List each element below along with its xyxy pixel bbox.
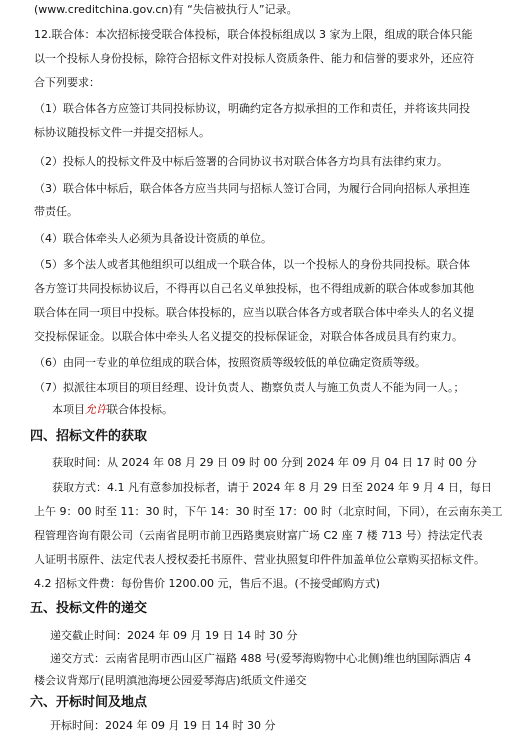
requirement-1-line: 标协议随投标文件一并提交招标人。 (34, 126, 210, 139)
acquisition-method-line: 人证明书原件、法定代表人授权委托书原件、营业执照复印件件加盖单位公章购买招标文件。 (34, 553, 485, 566)
requirement-5-line: 各方签订共同投标协议后，不得再以自己名义单独投标，也不得组成新的联合体或参加其他 (34, 282, 474, 295)
submission-deadline-line: 递交截止时间：2024 年 09 月 19 日 14 时 30 分 (50, 629, 298, 642)
acquisition-method-line: 获取方式：4.1 凡有意参加投标者，请于 2024 年 8 月 29 日至 2024 年 9 月 4 日，每日 (52, 481, 492, 494)
requirement-2-line: （2）投标人的投标文件及中标后签署的合同协议书对联合体各方均具有法律约束力。 (34, 155, 448, 168)
consortium-para-line: 合下列要求： (34, 76, 100, 89)
credit-record-line: (www.creditchina.gov.cn)有 “失信被执行人”记录。 (34, 3, 298, 16)
requirement-3-line: 带责任。 (34, 205, 78, 218)
requirement-7-line: （7）拟派往本项目的项目经理、设计负责人、勘察负责人与施工负责人不能为同一人。； (34, 381, 465, 394)
requirement-1-line: （1）联合体各方应签订共同投标协议，明确约定各方拟承担的工作和责任，并将该共同投 (34, 102, 470, 115)
submission-method-line: 楼会议背郑厅(昆明滇池海埂公园爱琴海店)纸质文件递交 (34, 674, 307, 687)
project-line-suffix: 联合体投标。 (107, 403, 173, 416)
section-6-heading: 六、开标时间及地点 (30, 695, 148, 710)
requirement-5-line: （5）多个法人或者其他组织可以组成一个联合体，以一个投标人的身份共同投标。联合体 (34, 258, 470, 271)
project-line-prefix: 本项目 (52, 403, 85, 416)
requirement-5-line: 交投标保证金。以联合体中牵头人名义提交的投标保证金，对联合体各成员具有约束力。 (34, 330, 463, 343)
acquisition-method-line: 上午 9：00 时至 11：30 时，下午 14：30 时至 17：00 时（北京时间，下同），在云南东美工 (34, 505, 503, 518)
acquisition-time-line: 获取时间：从 2024 年 08 月 29 日 09 时 00 分到 2024 年 09 月 04 日 17 时 00 分 (52, 456, 477, 469)
section-5-heading: 五、投标文件的递交 (30, 601, 148, 616)
requirement-5-line: 联合体在同一项目中投标。联合体投标的，应当以联合体各方或者联合体中牵头人的名义提 (34, 306, 474, 319)
consortium-para-line: 以一个投标人身份投标，除符合招标文件对投标人资质条件、能力和信誉的要求外，还应符 (34, 52, 474, 65)
requirement-4-line: （4）联合体牵头人必须为具备设计资质的单位。 (34, 232, 272, 245)
project-consortium-line (52, 402, 515, 418)
requirement-3-line: （3）联合体中标后，联合体各方应当共同与招标人签订合同，为履行合同向招标人承担连 (34, 182, 470, 195)
section-4-heading: 四、招标文件的获取 (30, 429, 148, 444)
bid-opening-time-line: 开标时间：2024 年 09 月 19 日 14 时 30 分 (50, 719, 276, 732)
document-fee-line: 4.2 招标文件费：每份售价 1200.00 元，售后不退。(不接受邮购方式) (34, 577, 381, 590)
consortium-para-line: 12.联合体：本次招标接受联合体投标，联合体投标组成以 3 家为上限，组成的联合体只能 (34, 28, 473, 41)
allowed-highlight: 允许 (85, 403, 107, 416)
submission-method-line: 递交方式：云南省昆明市西山区广福路 488 号(爱琴海购物中心北侧)维也纳国际酒店 4 (50, 652, 472, 665)
requirement-6-line: （6）由同一专业的单位组成的联合体，按照资质等级较低的单位确定资质等级。 (34, 356, 426, 369)
acquisition-method-line: 程管理咨询有限公司（云南省昆明市前卫西路奥宸财富广场 C2 座 7 楼 713 号）持法定代表 (34, 529, 483, 542)
